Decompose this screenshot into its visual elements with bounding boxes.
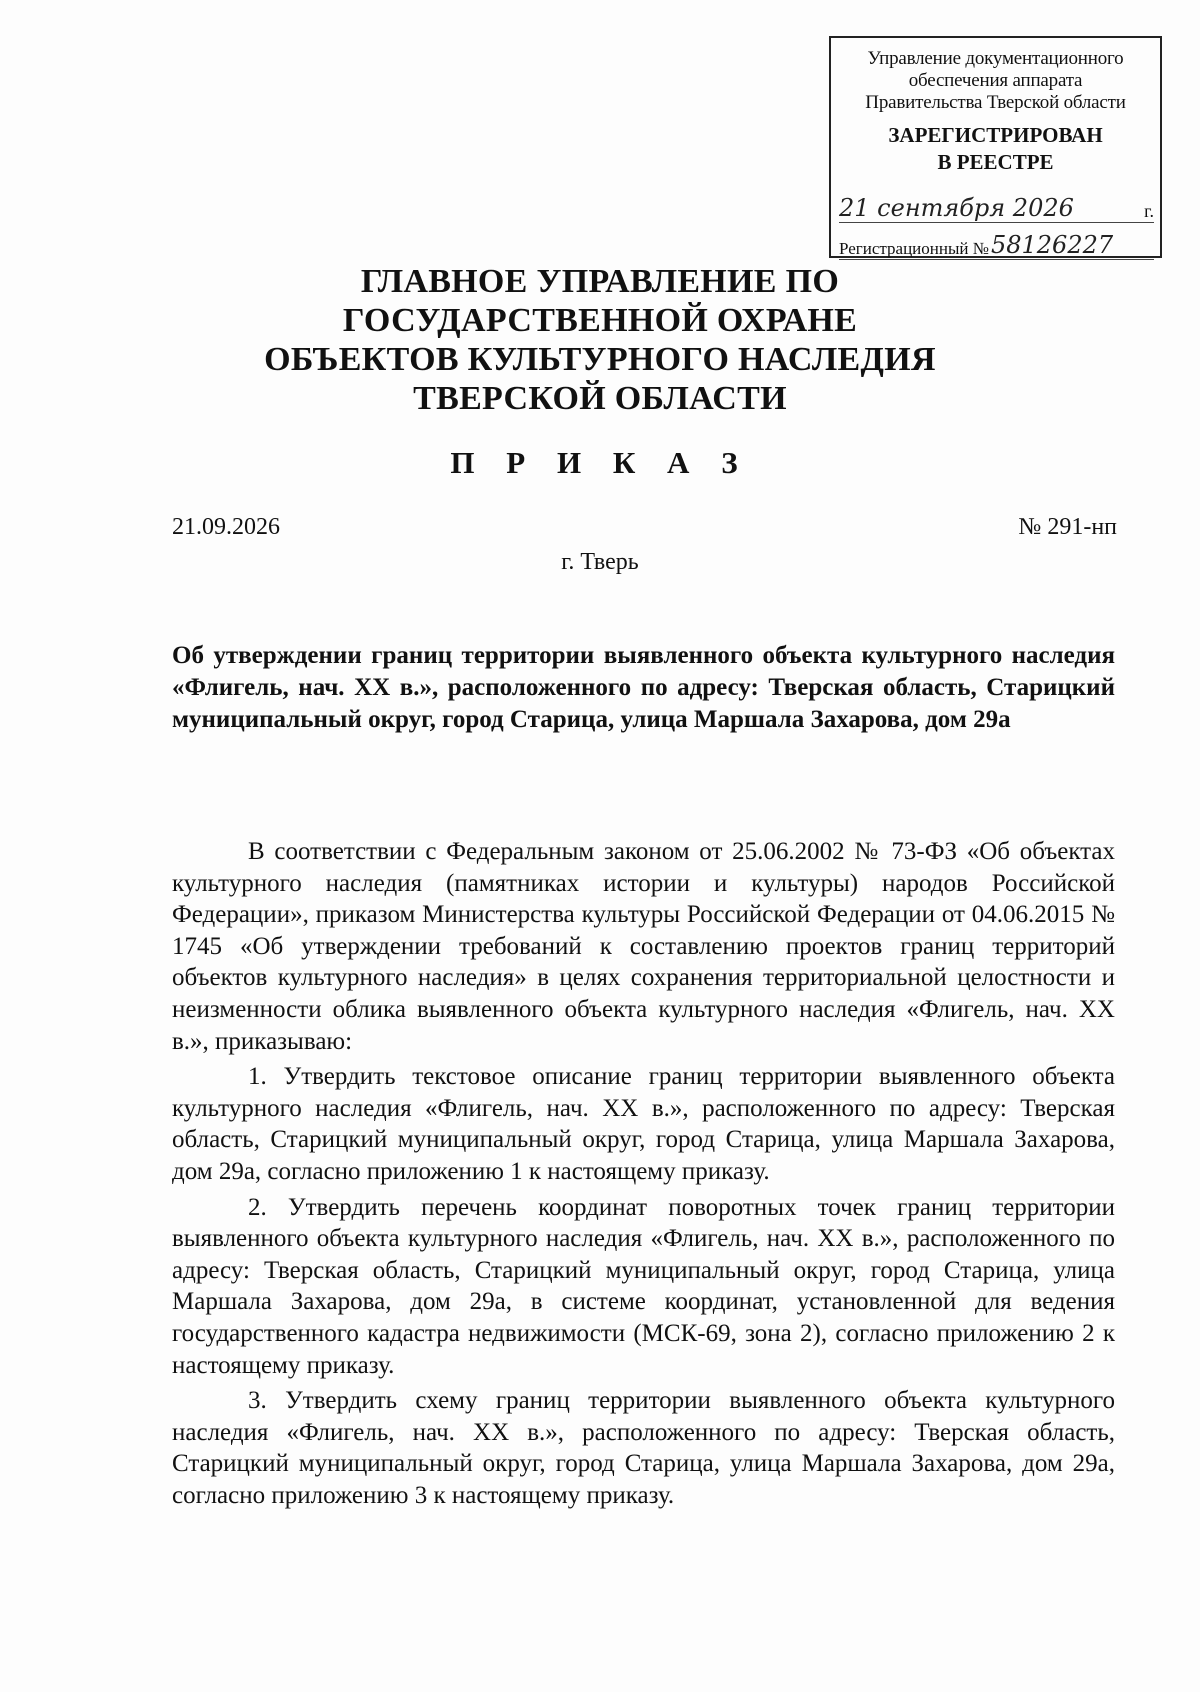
document-date: 21.09.2026 <box>172 514 280 540</box>
stamp-registered: ЗАРЕГИСТРИРОВАН <box>888 123 1103 147</box>
stamp-org-line: Управление документационного <box>867 48 1124 69</box>
body-item-3: 3. Утвердить схему границ территории выявленного объекта культурного наследия «Флигель, нач. XX в.», расположенного по адресу: Тверская область, Старицкий муниципальный округ, город Старица, улица Маршала Захарова, дом 29а, согласно приложению 3 к настоящему приказу. <box>172 1387 1115 1509</box>
stamp-date-row <box>839 186 1154 223</box>
stamp-year-suffix: г. <box>1144 201 1154 221</box>
header-line: ОБЪЕКТОВ КУЛЬТУРНОГО НАСЛЕДИЯ <box>264 341 936 378</box>
header-line: ГОСУДАРСТВЕННОЙ ОХРАНЕ <box>342 302 858 339</box>
document-number: № 291-нп <box>1018 514 1117 540</box>
document-city: г. Тверь <box>561 549 639 575</box>
document-type: П Р И К А З <box>450 445 750 480</box>
stamp-org-line: обеспечения аппарата <box>908 70 1083 91</box>
stamp-org-line: Правительства Тверской области <box>865 92 1126 113</box>
issuer-header <box>0 262 1200 418</box>
stamp-handwritten-date: 21 сентября 2026 <box>839 194 1074 222</box>
header-line: ТВЕРСКОЙ ОБЛАСТИ <box>413 380 787 417</box>
stamp-reg-label: Регистрационный № <box>839 239 989 258</box>
document-title: Об утверждении границ территории выявленного объекта культурного наследия «Флигель, нач. XX в.», расположенного по адресу: Тверская область, Старицкий муниципальный округ, город Старица, улица Маршала Захарова, дом 29а <box>172 642 1115 733</box>
registration-stamp <box>829 36 1162 258</box>
stamp-registered-text <box>831 122 1160 176</box>
document-body <box>172 836 1115 1511</box>
body-item-2: 2. Утвердить перечень координат поворотных точек границ территории выявленного объекта культурного наследия «Флигель, нач. XX в.», расположенного по адресу: Тверская область, Старицкий муниципальный округ, город Старица, улица Маршала Захарова, дом 29а, в системе координат, установленной для ведения государственного кадастра недвижимости (МСК-69, зона 2), согласно приложению 2 к настоящему приказу. <box>172 1193 1115 1379</box>
stamp-number-row <box>839 233 1154 260</box>
body-item-1: 1. Утвердить текстовое описание границ территории выявленного объекта культурного наследия «Флигель, нач. XX в.», расположенного по адресу: Тверская область, Старицкий муниципальный округ, город Старица, улица Маршала Захарова, дом 29а, согласно приложению 1 к настоящему приказу. <box>172 1063 1115 1185</box>
body-intro: В соответствии с Федеральным законом от 25.06.2002 № 73-ФЗ «Об объектах культурного наследия (памятниках истории и культуры) народов Российской Федерации», приказом Министерства культуры Российской Федерации от 04.06.2015 № 1745 «Об утверждении требований к составлению проектов границ территорий объектов культурного наследия» в целях сохранения территориальной целостности и неизменности облика выявленного объекта культурного наследия «Флигель, нач. XX в.», приказываю: <box>172 838 1115 1055</box>
stamp-in-registry: В РЕЕСТРЕ <box>937 150 1054 174</box>
stamp-handwritten-number: 58126227 <box>990 231 1114 259</box>
header-line: ГЛАВНОЕ УПРАВЛЕНИЕ ПО <box>360 263 840 300</box>
stamp-organization <box>831 48 1160 114</box>
